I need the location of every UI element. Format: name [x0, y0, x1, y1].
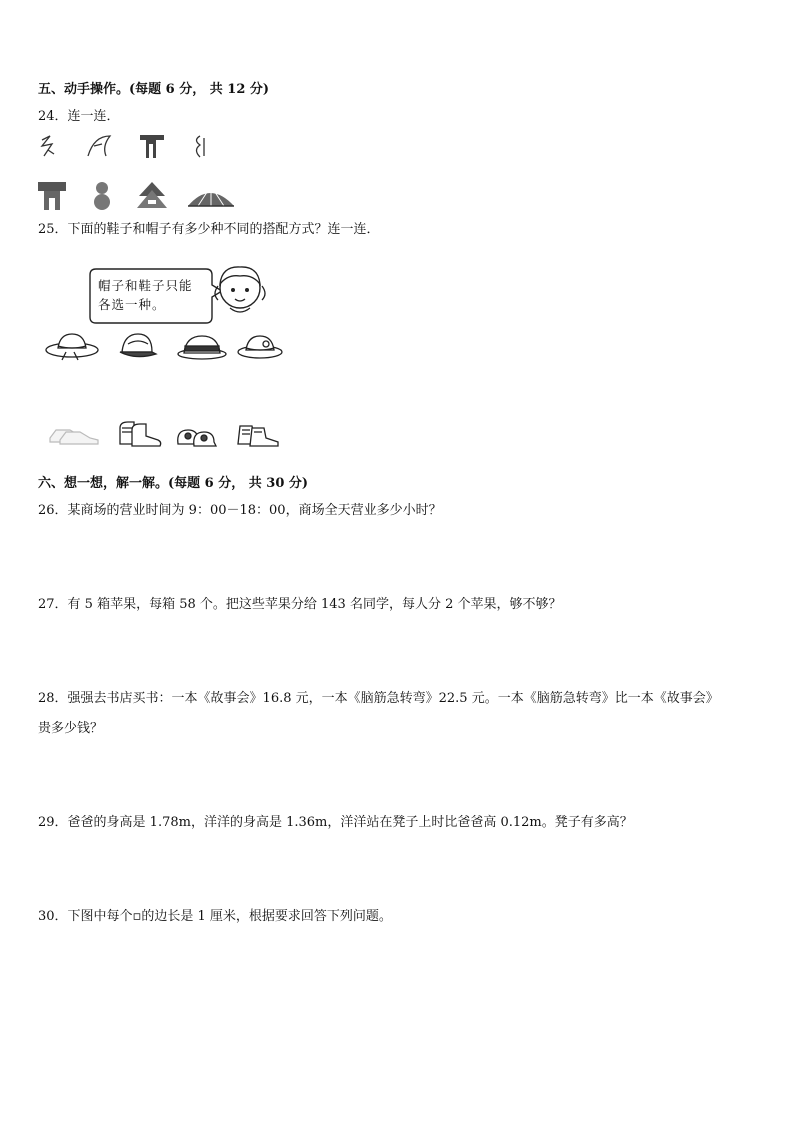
sneakers-icon	[50, 430, 98, 444]
question-30: 30．下图中每个▫的边长是 1 厘米，根据要求回答下列问题。	[38, 909, 392, 924]
boots-icon	[120, 422, 161, 446]
q24-bottom-row	[38, 178, 278, 212]
tree-icon	[137, 182, 167, 208]
partial-umbrella-icon	[88, 136, 110, 156]
question-28-line-1: 28．强强去书店买书：一本《故事会》16.8 元，一本《脑筋急转弯》22.5 元。一本《脑筋急转弯》比一本《故事会》	[38, 691, 719, 706]
section-5-heading: 五、动手操作。(每题 6 分， 共 12 分)	[38, 82, 270, 97]
question-29: 29．爸爸的身高是 1.78m，洋洋的身高是 1.36m，洋洋站在凳子上时比爸爸高 0.12m。凳子有多高？	[38, 815, 633, 830]
question-27: 27．有 5 箱苹果，每箱 58 个。把这些苹果分给 143 名同学，每人分 2 个苹果，够不够？	[38, 597, 562, 612]
shoes-row	[48, 416, 284, 448]
speech-line-1: 帽子和鞋子只能	[98, 278, 193, 293]
q24-top-row	[38, 132, 218, 162]
umbrella-icon	[188, 186, 234, 206]
speech-bubble	[88, 267, 224, 325]
sun-hat-icon	[46, 334, 98, 360]
hats-row	[44, 328, 284, 364]
partial-lightning-icon	[42, 136, 54, 156]
flower-hat-icon	[238, 336, 282, 358]
partial-snowman-icon	[197, 136, 205, 157]
section-6-heading: 六、想一想，解一解。(每题 6 分， 共 30 分)	[38, 476, 309, 491]
partial-house-icon	[140, 135, 164, 158]
question-25: 25．下面的鞋子和帽子有多少种不同的搭配方式？连一连．	[38, 222, 380, 237]
snowman-icon	[94, 182, 110, 210]
question-24: 24．连一连．	[38, 109, 120, 124]
cap-icon	[120, 334, 156, 357]
toddler-shoes-icon	[178, 430, 216, 446]
hiking-boots-icon	[238, 426, 278, 446]
girl-icon	[212, 262, 268, 318]
speech-line-2: 各选一种。	[98, 297, 166, 312]
fedora-icon	[178, 336, 226, 359]
question-26: 26．某商场的营业时间为 9：00－18：00，商场全天营业多少小时？	[38, 503, 442, 518]
house-icon	[38, 182, 66, 210]
question-28-line-2: 贵多少钱？	[38, 721, 104, 736]
